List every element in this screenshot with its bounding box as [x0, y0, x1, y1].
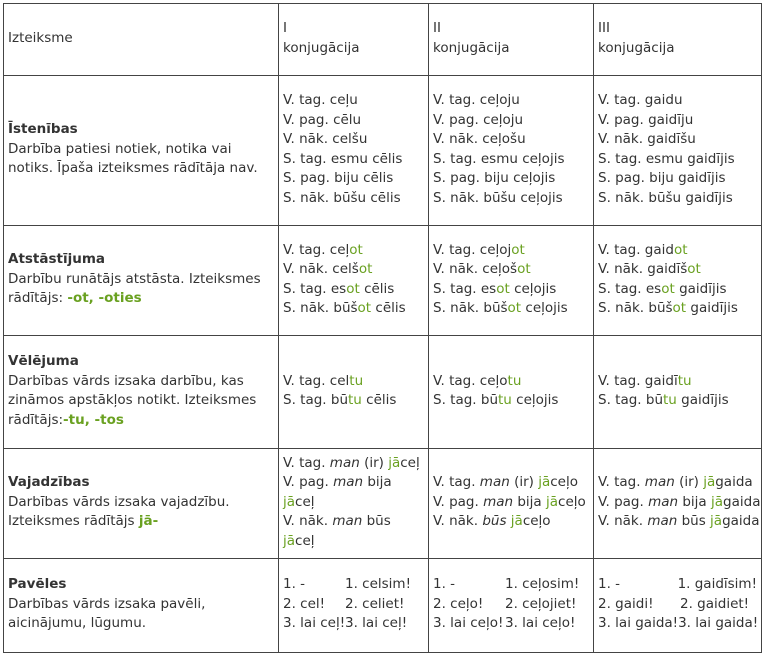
mood-marker: ot — [507, 300, 522, 316]
verb-form — [283, 391, 424, 411]
verb-part: cēlis — [361, 392, 397, 408]
forms-istenibas-c1 — [279, 76, 429, 226]
imperative-plural: 3. lai ceļo! — [505, 615, 576, 632]
row-velejuma — [4, 336, 762, 449]
verb-part: (ir) — [674, 474, 704, 491]
verb-part: man — [647, 513, 678, 530]
header-conj-1-label: konjugācija — [283, 39, 360, 56]
imperative-singular: 1. - — [598, 576, 621, 593]
verb-form: V. tag. ceļoju — [433, 92, 520, 108]
mood-cell-paveles — [4, 559, 279, 653]
mood-marker: tu — [507, 372, 522, 389]
mood-cell-velejuma — [4, 336, 279, 449]
imperative-line — [598, 595, 757, 615]
verb-part: V. tag. ceļoj — [433, 241, 512, 258]
verb-part: (ir) — [509, 474, 539, 491]
mood-marker: ot — [358, 261, 373, 277]
row-istenibas — [4, 76, 762, 226]
verb-form — [598, 299, 757, 319]
mood-desc-text: Darbības vārds izsaka vajadzību. Izteiksmes rādītājs — [8, 493, 230, 530]
verb-form — [283, 241, 424, 261]
verb-part: V. tag. ceļo — [433, 372, 508, 389]
verb-part: V. pag. — [433, 493, 484, 510]
mood-marker: ot — [672, 300, 687, 316]
mood-desc-istenibas: Darbība patiesi notiek, notika vai notiks. Īpaša izteiksmes rādītāja nav. — [8, 140, 258, 177]
mood-marker: -ot, -oties — [67, 290, 142, 307]
verb-form — [283, 512, 424, 551]
header-mood — [4, 4, 279, 76]
mood-desc-velejuma — [8, 372, 274, 431]
verb-part: ceļojis — [509, 280, 557, 297]
verb-part: V. tag. — [433, 474, 480, 491]
verb-part: (ir) — [359, 454, 389, 471]
mood-marker: jā- — [138, 513, 159, 530]
row-atstastijuma — [4, 226, 762, 336]
verb-part: būs — [482, 513, 507, 530]
verb-form — [598, 473, 757, 493]
header-conj-1-num: I — [283, 20, 287, 36]
mood-marker: ot — [346, 280, 360, 297]
verb-part: gaidījis — [686, 300, 738, 316]
mood-marker: jā — [283, 532, 296, 549]
forms-vajadzibas-c1 — [279, 449, 429, 559]
verb-part: gaida — [722, 513, 760, 530]
verb-part: gaida — [715, 474, 753, 491]
verb-part: bija — [363, 474, 392, 491]
verb-part: V. nāk. — [433, 513, 483, 530]
imperative-singular: 3. lai gaida! — [598, 615, 679, 632]
verb-form — [433, 299, 589, 319]
mood-marker: jā — [510, 513, 523, 530]
imperative-singular: 1. - — [283, 576, 306, 593]
mood-marker: ot — [517, 261, 531, 277]
verb-part: ceļ — [400, 454, 420, 471]
verb-part: S. tag. bū — [283, 392, 348, 408]
forms-istenibas-c2 — [429, 76, 594, 226]
verb-part: bija — [678, 493, 711, 510]
verb-part: V. tag. — [598, 474, 645, 491]
verb-part: gaidījis — [674, 280, 727, 297]
verb-form — [283, 372, 424, 392]
verb-form: V. nāk. ceļošu — [433, 131, 526, 147]
mood-title-vajadzibas: Vajadzības — [8, 474, 90, 491]
verb-part: man — [648, 493, 679, 510]
verb-part: V. nāk. celš — [283, 261, 359, 277]
mood-marker: ot — [661, 280, 675, 297]
verb-part: S. tag. es — [433, 280, 497, 297]
imperative-plural: 3. lai gaida! — [678, 615, 759, 632]
mood-marker: jā — [703, 474, 716, 491]
forms-velejuma-c3 — [594, 336, 762, 449]
imperative-singular: 3. lai ceļ! — [283, 615, 346, 632]
verb-form: S. nāk. būšu gaidījis — [598, 189, 733, 206]
verb-part: V. pag. — [598, 493, 649, 510]
verb-part: man — [332, 513, 363, 530]
verb-part: V. tag. cel — [283, 372, 350, 389]
imperative-plural: 3. lai ceļ! — [345, 615, 408, 632]
verb-form — [598, 391, 757, 411]
verb-form — [433, 241, 589, 261]
verb-part: man — [479, 474, 510, 491]
verb-form: S. tag. esmu ceļojis — [433, 150, 565, 167]
mood-marker: jā — [710, 513, 723, 530]
verb-form: S. tag. esmu cēlis — [283, 150, 403, 167]
verb-form: V. nāk. gaidīšu — [598, 131, 696, 147]
mood-marker: ot — [349, 241, 363, 258]
verb-part: V. tag. — [283, 454, 330, 471]
verb-part: cēlis — [371, 300, 406, 316]
row-vajadzibas — [4, 449, 762, 559]
verb-form: V. pag. cēlu — [283, 111, 362, 128]
mood-marker: jā — [388, 454, 401, 471]
mood-marker: ot — [496, 280, 510, 297]
mood-marker: jā — [538, 474, 551, 491]
imperative-singular: 1. - — [433, 576, 456, 593]
imperative-singular: 3. lai ceļo! — [433, 615, 504, 632]
verb-form — [433, 280, 589, 300]
forms-paveles-c1 — [279, 559, 429, 653]
mood-marker: tu — [349, 372, 364, 389]
mood-marker: ot — [357, 300, 372, 316]
verb-form — [598, 280, 757, 300]
mood-cell-vajadzibas — [4, 449, 279, 559]
verb-form: S. pag. biju gaidījis — [598, 170, 726, 186]
imperative-line — [283, 575, 424, 595]
imperative-line — [598, 575, 757, 595]
header-conj-3 — [594, 4, 762, 76]
verb-form — [283, 299, 424, 319]
verb-part: gaida — [723, 493, 761, 510]
verb-form: V. nāk. celšu — [283, 131, 368, 147]
header-conj-1 — [279, 4, 429, 76]
mood-desc-atstastijuma — [8, 270, 274, 309]
verb-part: V. nāk. ceļoš — [433, 261, 518, 277]
verb-part: S. nāk. būš — [598, 300, 673, 316]
mood-marker: tu — [677, 372, 692, 389]
mood-marker: jā — [283, 493, 296, 510]
verb-form: V. tag. ceļu — [283, 92, 358, 108]
header-mood-label: Izteiksme — [8, 29, 73, 46]
verb-part: ceļo — [522, 513, 551, 530]
imperative-plural: 1. celsim! — [345, 576, 411, 593]
header-row — [4, 4, 762, 76]
verb-form — [433, 372, 589, 392]
forms-istenibas-c3 — [594, 76, 762, 226]
mood-marker: ot — [673, 241, 688, 258]
header-conj-2-label: konjugācija — [433, 39, 510, 56]
verb-part: ceļ — [295, 493, 315, 510]
mood-title-istenibas: Īstenības — [8, 121, 78, 138]
verb-part: S. nāk. būš — [283, 300, 358, 316]
mood-title-atstastijuma: Atstāstījuma — [8, 251, 106, 268]
verb-form — [433, 260, 589, 280]
mood-marker: jā — [711, 493, 724, 510]
verb-part: man — [644, 474, 675, 491]
imperative-singular: 2. ceļo! — [433, 595, 484, 612]
imperative-line — [433, 614, 589, 634]
verb-form — [283, 280, 424, 300]
mood-title-paveles: Pavēles — [8, 576, 67, 593]
imperative-plural: 2. ceļojiet! — [505, 595, 577, 612]
verb-part: man — [483, 493, 514, 510]
imperative-plural: 2. celiet! — [345, 595, 405, 612]
verb-form — [433, 391, 589, 411]
header-conj-3-label: konjugācija — [598, 39, 675, 56]
conjugation-table — [3, 3, 762, 653]
forms-vajadzibas-c3 — [594, 449, 762, 559]
mood-marker: ot — [687, 261, 701, 277]
verb-part: S. tag. bū — [598, 392, 663, 408]
imperative-line — [283, 614, 424, 634]
verb-part: man — [333, 474, 364, 491]
imperative-singular: 2. cel! — [283, 595, 326, 612]
verb-form — [598, 260, 757, 280]
header-conj-2-num: II — [433, 20, 441, 36]
imperative-plural: 2. gaidiet! — [680, 595, 750, 612]
verb-part: ceļo — [558, 493, 586, 510]
imperative-plural: 1. gaidīsim! — [677, 576, 757, 593]
mood-desc-vajadzibas — [8, 493, 274, 532]
verb-part: ceļojis — [511, 392, 559, 408]
forms-paveles-c2 — [429, 559, 594, 653]
verb-form: S. pag. biju cēlis — [283, 170, 394, 186]
verb-part: V. nāk. gaidīš — [598, 261, 688, 277]
verb-form — [283, 260, 424, 280]
verb-form — [283, 473, 424, 512]
verb-part: S. tag. bū — [433, 392, 498, 408]
mood-cell-atstastijuma — [4, 226, 279, 336]
imperative-line — [433, 595, 589, 615]
verb-part: būs — [362, 513, 391, 530]
verb-form — [283, 454, 424, 474]
verb-part: ceļ — [295, 532, 315, 549]
verb-form — [433, 512, 589, 532]
verb-form: S. nāk. būšu cēlis — [283, 189, 401, 206]
mood-title-velejuma: Vēlējuma — [8, 353, 79, 369]
row-paveles — [4, 559, 762, 653]
verb-part: S. nāk. būš — [433, 300, 508, 316]
verb-form: V. pag. ceļoju — [433, 111, 524, 128]
forms-velejuma-c2 — [429, 336, 594, 449]
imperative-line — [433, 575, 589, 595]
mood-marker: ot — [511, 241, 525, 258]
verb-part: bija — [513, 493, 546, 510]
imperative-line — [598, 614, 757, 634]
mood-desc-text: Darbību runātājs atstāsta. Izteiksmes rādītājs: — [8, 270, 261, 307]
verb-part: V. tag. gaidī — [598, 372, 678, 389]
forms-velejuma-c1 — [279, 336, 429, 449]
imperative-singular: 2. gaidi! — [598, 595, 654, 612]
verb-part: S. tag. es — [283, 280, 347, 297]
mood-desc-text: Darbības vārds izsaka darbību, kas zināmos apstākļos notikt. Izteiksmes rādītājs: — [8, 372, 257, 428]
verb-form — [598, 493, 761, 513]
verb-part: V. pag. — [283, 474, 334, 491]
verb-part: ceļo — [550, 474, 578, 491]
mood-desc-paveles: Darbības vārds izsaka pavēli, aicinājumu, lūgumu. — [8, 595, 206, 632]
verb-form: V. tag. gaidu — [598, 92, 683, 108]
verb-form: S. nāk. būšu ceļojis — [433, 189, 563, 206]
verb-part: V. nāk. — [283, 513, 333, 530]
mood-marker: tu — [663, 392, 677, 408]
verb-form: S. tag. esmu gaidījis — [598, 150, 735, 167]
verb-form: V. pag. gaidīju — [598, 111, 694, 128]
imperative-line — [283, 595, 424, 615]
verb-form — [598, 512, 760, 532]
mood-marker: tu — [348, 392, 362, 408]
forms-vajadzibas-c2 — [429, 449, 594, 559]
verb-form — [598, 372, 757, 392]
verb-part: man — [329, 454, 360, 471]
verb-part: cēlis — [359, 280, 395, 297]
verb-form — [598, 241, 757, 261]
verb-part: V. tag. gaid — [598, 241, 674, 258]
forms-atstastijuma-c2 — [429, 226, 594, 336]
verb-form — [433, 473, 589, 493]
forms-paveles-c3 — [594, 559, 762, 653]
verb-form: S. pag. biju ceļojis — [433, 170, 556, 186]
verb-form — [433, 493, 589, 513]
verb-part: S. tag. es — [598, 280, 662, 297]
verb-part: gaidījis — [676, 392, 729, 408]
mood-marker: tu — [498, 392, 512, 408]
header-conj-3-num: III — [598, 20, 610, 36]
verb-part: V. nāk. — [598, 513, 648, 530]
verb-part: ceļojis — [521, 300, 568, 316]
forms-atstastijuma-c1 — [279, 226, 429, 336]
mood-marker: jā — [546, 493, 559, 510]
mood-cell-istenibas — [4, 76, 279, 226]
header-conj-2 — [429, 4, 594, 76]
forms-atstastijuma-c3 — [594, 226, 762, 336]
verb-part: būs — [677, 513, 711, 530]
verb-part: V. tag. ceļ — [283, 241, 350, 258]
mood-marker: -tu, -tos — [63, 411, 124, 428]
imperative-plural: 1. ceļosim! — [505, 576, 580, 593]
